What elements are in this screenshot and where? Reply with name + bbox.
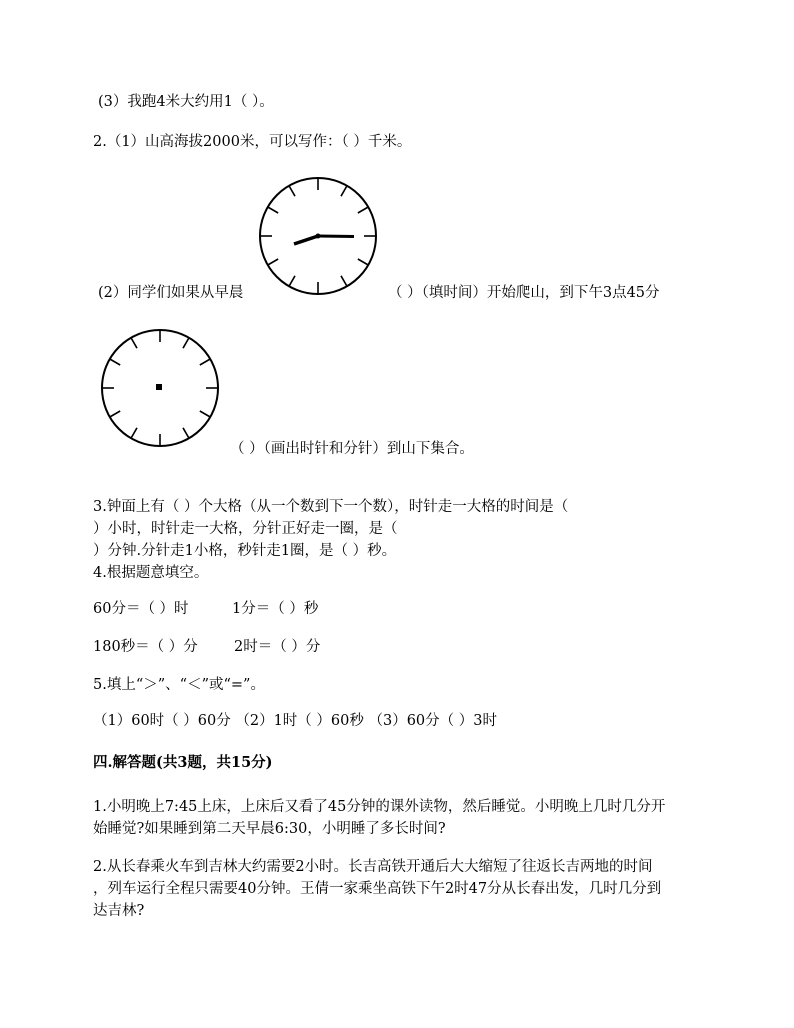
q3-line2: ）小时，时针走一大格，分针正好走一圈，是（ — [93, 521, 398, 537]
problem1-line1: 1.小明晚上7:45上床，上床后又看了45分钟的课外读物，然后睡觉。小明晚上几时几分开 — [93, 799, 666, 815]
q2-item2-before: (2）同学们如果从早晨 — [98, 285, 244, 301]
q4-item-a: 60分＝（ ）时 — [93, 601, 189, 617]
q5-title: 5.填上“＞”、“＜”或“=”。 — [93, 677, 265, 693]
q3-line3: ）分钟.分针走1小格，秒针走1圈，是（ ）秒。 — [93, 543, 397, 559]
q5-items: （1）60时（ ）60分 （2）1时（ ）60秒 （3）60分（ ）3时 — [93, 713, 497, 729]
q4-title: 4.根据题意填空。 — [93, 565, 209, 581]
problem2-line1: 2.从长春乘火车到吉林大约需要2小时。长吉高铁开通后大大缩短了往返长吉两地的时间 — [93, 859, 653, 875]
section4-heading: 四.解答题(共3题，共15分) — [93, 754, 273, 771]
q2-item1: 2.（1）山高海拔2000米，可以写作：（ ）千米。 — [93, 134, 412, 150]
q4-item-b: 1分＝（ ）秒 — [232, 601, 319, 617]
problem1-line2: 始睡觉?如果睡到第二天早晨6:30，小明睡了多长时间? — [93, 821, 446, 837]
blank-clock-face-icon — [100, 328, 220, 448]
q2-item2-end: （ ）（画出时针和分针）到山下集合。 — [230, 441, 474, 457]
q1-item3: (3）我跑4米大约用1（ ）。 — [98, 94, 274, 110]
q4-item-c: 180秒＝（ ）分 — [93, 639, 198, 655]
q3-line1: 3.钟面上有（ ）个大格（从一个数到下一个数），时针走一大格的时间是（ — [93, 499, 569, 515]
analog-clock-icon — [258, 176, 378, 296]
q4-item-d: 2时＝（ ）分 — [234, 639, 321, 655]
problem2-line2: ，列车运行全程只需要40分钟。王倩一家乘坐高铁下午2时47分从长春出发，几时几分到 — [93, 881, 662, 897]
problem2-line3: 达吉林? — [93, 903, 145, 919]
q2-item2-after: （ ）（填时间）开始爬山，到下午3点45分 — [388, 285, 660, 301]
